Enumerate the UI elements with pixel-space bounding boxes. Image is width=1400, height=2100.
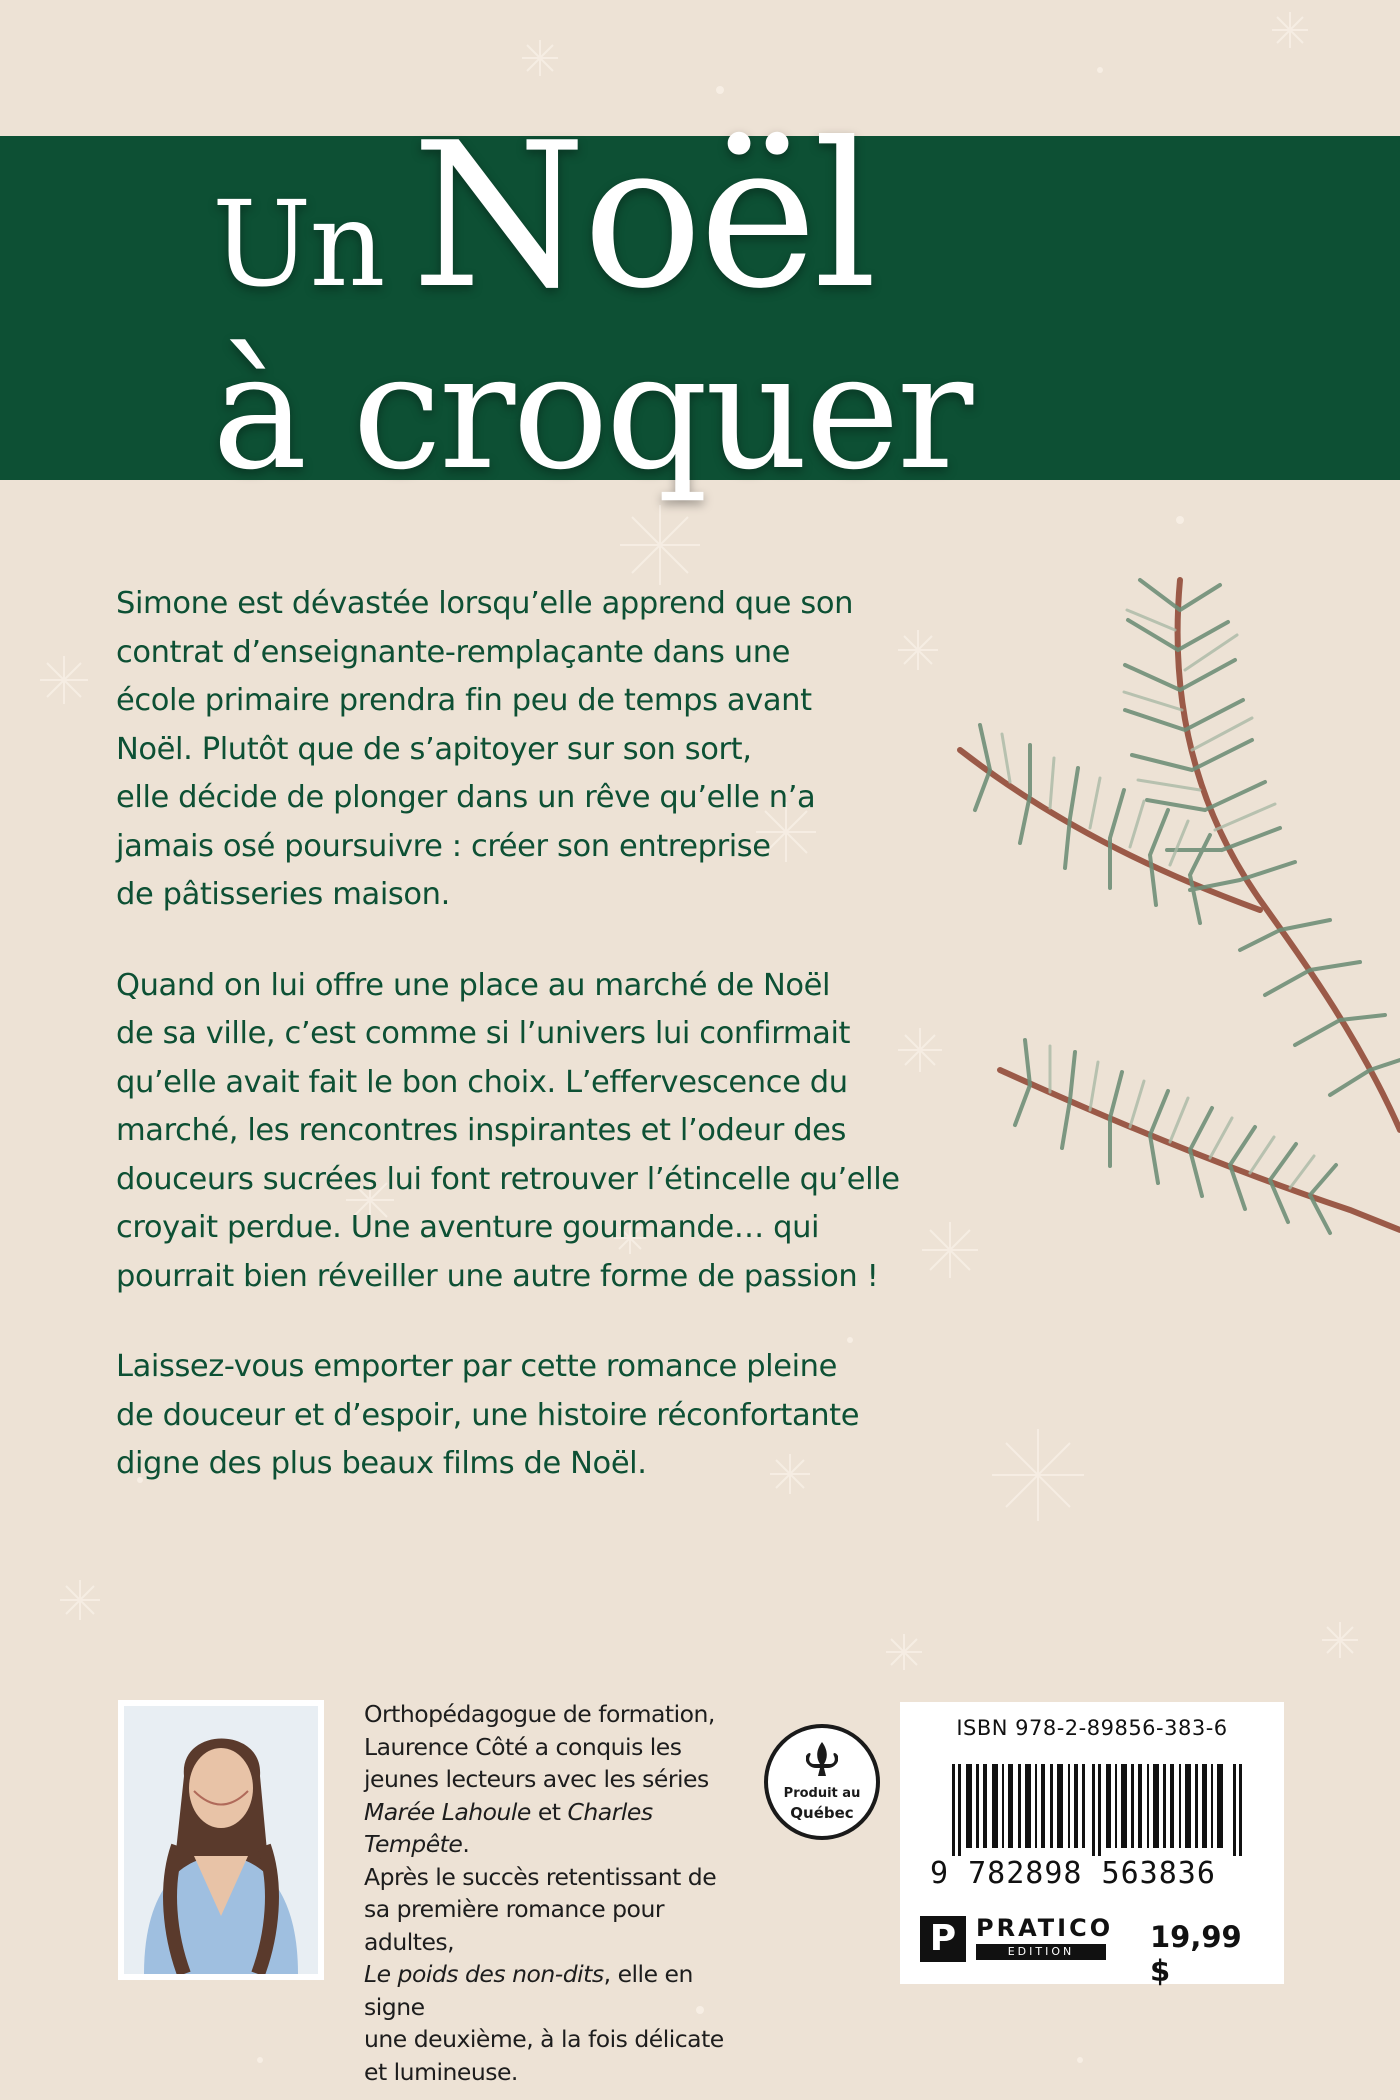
author-photo: [118, 1700, 324, 1980]
previous-book-title: Le poids des non-dits: [364, 1960, 604, 1988]
barcode-digits: 9 782898 563836: [930, 1856, 1216, 1891]
badge-line-1: Produit au: [783, 1786, 861, 1801]
barcode-icon: [952, 1764, 1242, 1856]
produit-au-quebec-badge: [764, 1724, 880, 1840]
publisher-sub: EDITION: [976, 1944, 1106, 1960]
publisher-name: PRATICO: [976, 1914, 1114, 1942]
author-bio: [364, 1698, 734, 2088]
bio-line: jeunes lecteurs avec les séries: [364, 1765, 709, 1793]
isbn-label: ISBN 978-2-89856-383-6: [956, 1716, 1228, 1740]
title-word-un: Un: [212, 175, 384, 313]
series-title: Marée Lahoule: [364, 1797, 531, 1826]
book-title: [0, 60, 1400, 520]
bio-line: une deuxième, à la fois délicate: [364, 2025, 724, 2053]
bio-line: Laurence Côté a conquis les: [364, 1732, 682, 1761]
back-cover-blurb: [116, 580, 936, 1531]
price: 19,99 $: [1150, 1920, 1242, 1988]
publisher-p-icon: P: [920, 1916, 966, 1962]
bio-text: , elle en signe: [364, 1960, 693, 2021]
title-word-noel: Noël: [411, 100, 874, 333]
bio-punctuation: .: [462, 1830, 470, 1858]
badge-line-2: Québec: [790, 1804, 854, 1822]
bio-line: [364, 1958, 734, 2023]
blurb-paragraph: Quand on lui offre une place au marché de Noël de sa ville, c’est comme si l’univers lui confirmait qu’elle avait fait le bon choix. L’effervescence du marché, les rencontres inspirantes et l’odeur des douceurs sucrées lui font retrouver l’étincelle qu’elle croyait perdue. Une aventure gourmande… qui pourrait bien réveiller une autre forme de passion !: [116, 967, 900, 1294]
series-title: Charles Tempête: [364, 1797, 653, 1858]
blurb-paragraph: Laissez-vous emporter par cette romance pleine de douceur et d’espoir, une histoire réconfortante digne des plus beaux films de Noël.: [116, 1349, 860, 1481]
bio-connector: et: [530, 1797, 568, 1826]
bio-line: sa première romance pour adultes,: [364, 1895, 664, 1956]
title-line-2: à croquer: [212, 318, 971, 505]
title-line-1: [212, 100, 873, 333]
fleur-de-lis-icon: [806, 1740, 838, 1780]
barcode-panel: [900, 1702, 1284, 1988]
bio-line: [364, 1796, 734, 1861]
pine-branch-illustration: [930, 570, 1400, 1330]
bio-line: Orthopédagogue de formation,: [364, 1700, 715, 1728]
bio-line: Après le succès retentissant de: [364, 1862, 717, 1891]
blurb-paragraph: Simone est dévastée lorsqu’elle apprend que son contrat d’enseignante-remplaçante dans une école primaire prendra fin peu de temps avant Noël. Plutôt que de s’apitoyer sur son sort, elle décide de plonger dans un rêve qu’elle n’a jamais osé poursuivre : créer son entreprise de pâtisseries maison.: [116, 586, 854, 912]
bio-line: et lumineuse.: [364, 2057, 518, 2086]
publisher-logo: [920, 1916, 1120, 1966]
